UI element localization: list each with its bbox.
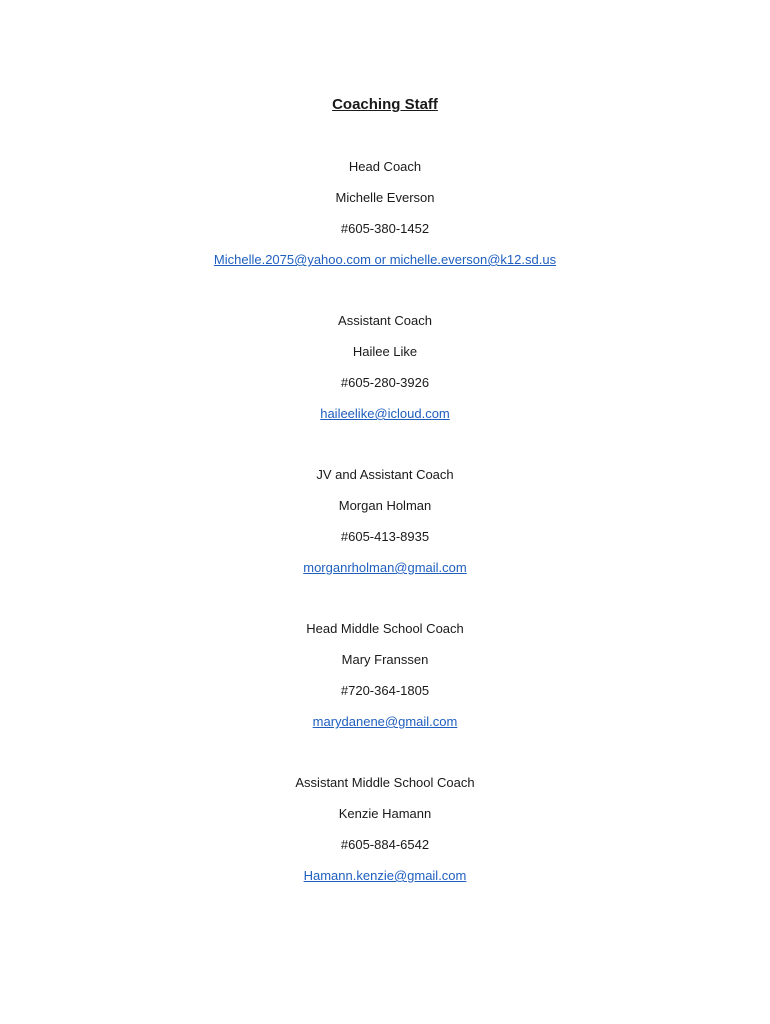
coach-role: Assistant Coach [338, 313, 432, 328]
coach-phone: #605-380-1452 [340, 221, 430, 236]
coach-entry-head-middle-school-coach [0, 619, 770, 743]
coach-phone: #605-884-6542 [340, 837, 430, 852]
coach-name: Kenzie Hamann [338, 806, 432, 821]
page-title: Coaching Staff [332, 96, 438, 113]
coach-phone: #605-413-8935 [340, 529, 430, 544]
coach-name: Mary Franssen [341, 652, 429, 667]
coach-entry-jv-assistant-coach [0, 465, 770, 589]
coach-entry-assistant-coach [0, 311, 770, 435]
coach-name: Michelle Everson [335, 190, 435, 205]
coach-email-link[interactable]: Hamann.kenzie@gmail.com [303, 868, 467, 883]
coach-role: JV and Assistant Coach [316, 467, 454, 482]
coach-phone: #605-280-3926 [340, 375, 430, 390]
coach-entry-head-coach [0, 157, 770, 281]
coach-role: Head Middle School Coach [306, 621, 464, 636]
coach-phone: #720-364-1805 [340, 683, 430, 698]
coach-entry-assistant-middle-school-coach [0, 773, 770, 897]
coach-name: Morgan Holman [338, 498, 432, 513]
coach-email-link[interactable]: morganrholman@gmail.com [303, 560, 467, 575]
coach-role: Assistant Middle School Coach [295, 775, 475, 790]
coach-email-link[interactable]: Michelle.2075@yahoo.com or michelle.everson@k12.sd.us [213, 252, 557, 267]
coach-email-link[interactable]: haileelike@icloud.com [320, 406, 450, 421]
coach-role: Head Coach [348, 159, 422, 174]
coach-email-link[interactable]: marydanene@gmail.com [312, 714, 458, 729]
coach-name: Hailee Like [352, 344, 418, 359]
